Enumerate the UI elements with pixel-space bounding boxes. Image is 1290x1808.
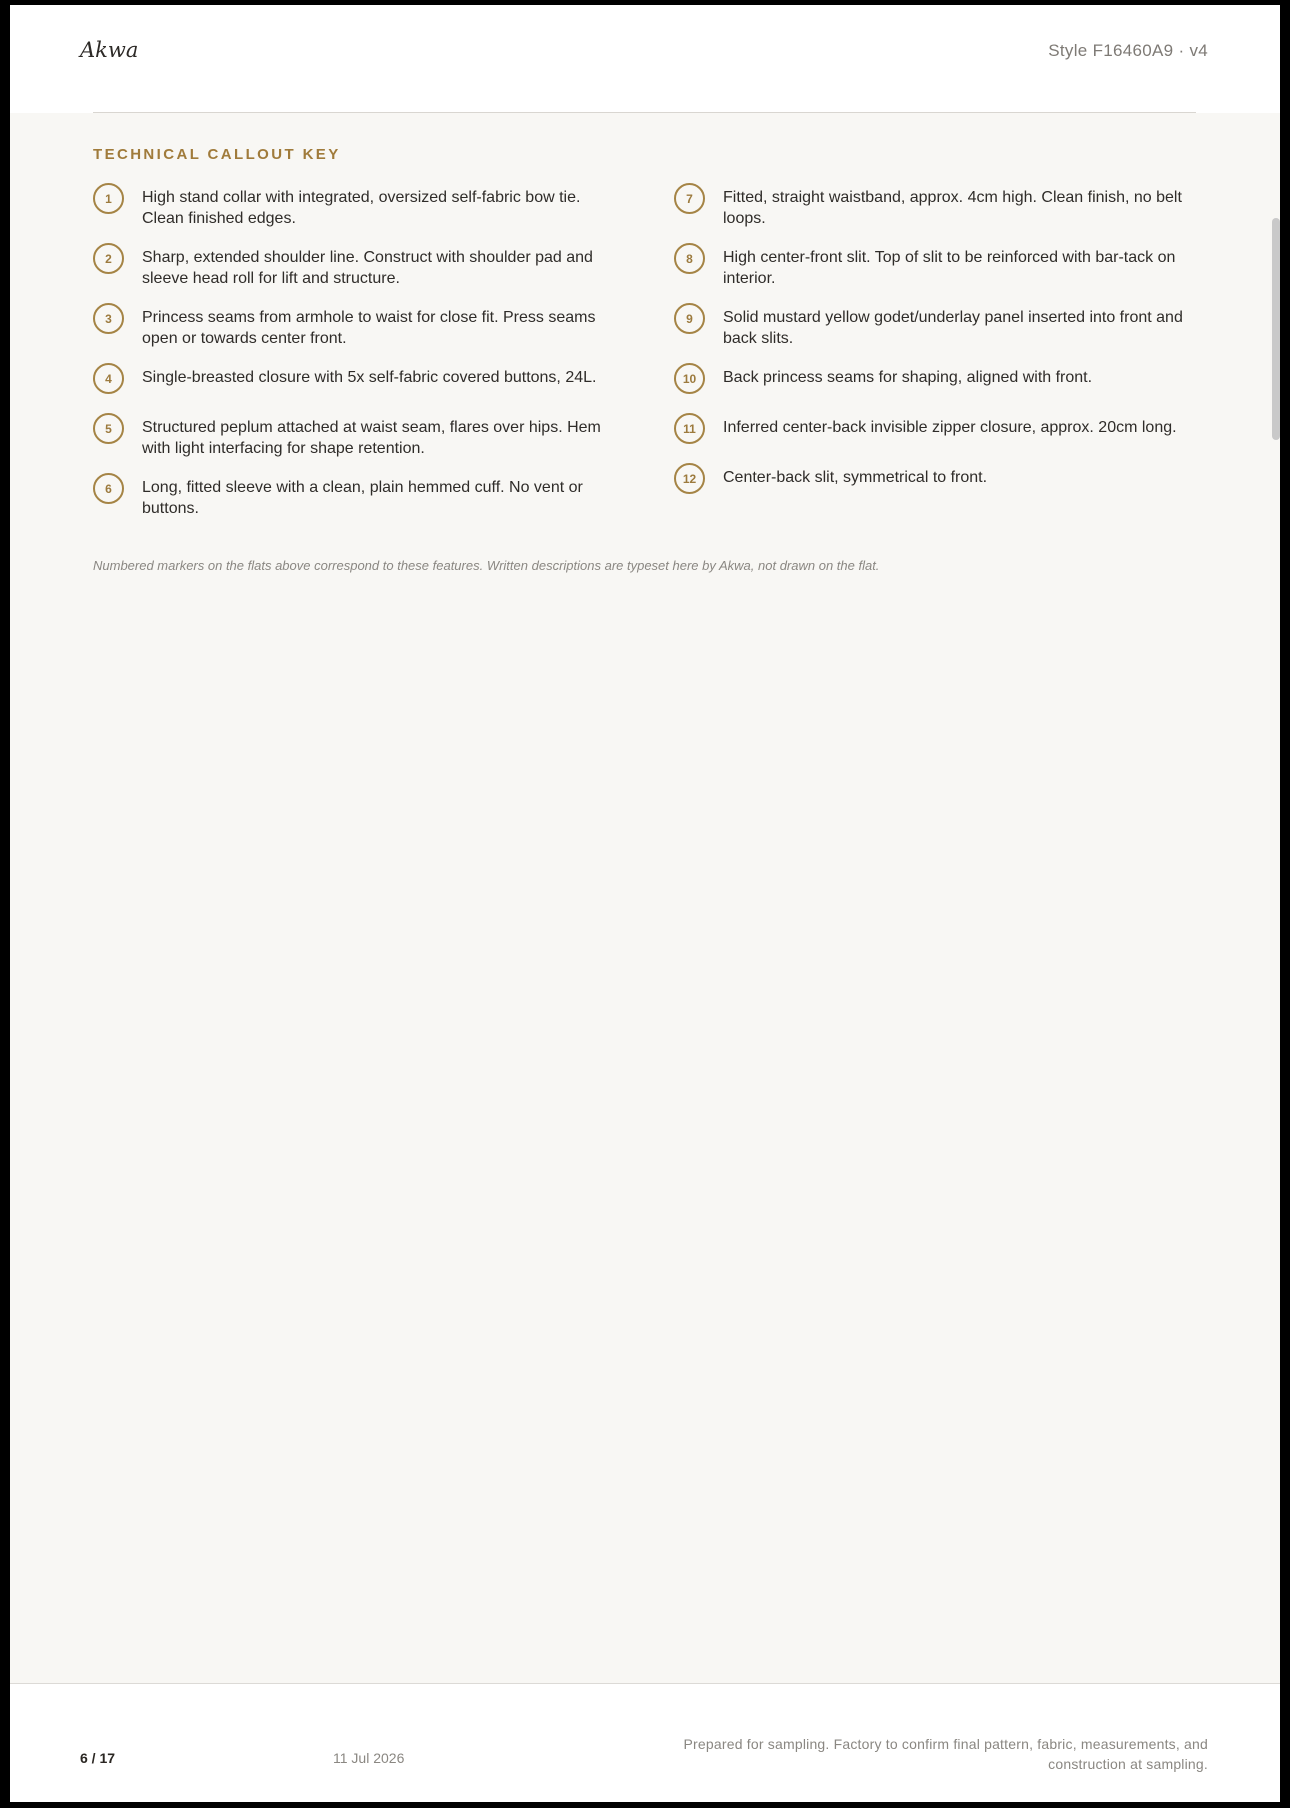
callout-marker: 5 <box>93 413 124 444</box>
callout-description: Long, fitted sleeve with a clean, plain hemmed cuff. No vent or buttons. <box>142 479 583 517</box>
page-number: 6 / 17 <box>80 1750 116 1766</box>
callout-description: Sharp, extended shoulder line. Construct with shoulder pad and sleeve head roll for lift and structure. <box>142 249 593 287</box>
callout-item <box>674 247 1194 289</box>
callout-item <box>93 367 613 399</box>
style-reference: Style F16460A9 · v4 <box>1048 41 1208 60</box>
callout-item <box>93 417 613 459</box>
scrollbar-thumb[interactable] <box>1272 218 1280 440</box>
callout-item <box>674 307 1194 349</box>
callout-marker: 10 <box>674 363 705 394</box>
callout-item <box>674 187 1194 229</box>
callout-marker: 4 <box>93 363 124 394</box>
callout-description: Princess seams from armhole to waist for close fit. Press seams open or towards center front. <box>142 309 596 347</box>
page-footer <box>10 1683 1280 1802</box>
callout-description: Back princess seams for shaping, aligned with front. <box>723 369 1093 386</box>
footer-note: Prepared for sampling. Factory to confirm final pattern, fabric, measurements, and construction at sampling. <box>683 1736 1208 1772</box>
callout-marker: 2 <box>93 243 124 274</box>
callout-description: Center-back slit, symmetrical to front. <box>723 469 988 486</box>
callout-description: High center-front slit. Top of slit to be reinforced with bar-tack on interior. <box>723 249 1176 287</box>
callout-description: Inferred center-back invisible zipper closure, approx. 20cm long. <box>723 419 1177 436</box>
callout-item <box>93 307 613 349</box>
callout-description: High stand collar with integrated, oversized self-fabric bow tie. Clean finished edges. <box>142 189 581 227</box>
callout-marker: 11 <box>674 413 705 444</box>
callout-marker: 6 <box>93 473 124 504</box>
brand-logo: Akwa <box>80 38 139 62</box>
callout-item <box>93 247 613 289</box>
callout-description: Fitted, straight waistband, approx. 4cm high. Clean finish, no belt loops. <box>723 189 1182 227</box>
callout-description: Single-breasted closure with 5x self-fabric covered buttons, 24L. <box>142 369 597 386</box>
footnote: Numbered markers on the flats above correspond to these features. Written descriptions are typeset here by Akwa, not drawn on the flat. <box>93 558 880 573</box>
document-page <box>10 5 1280 1802</box>
callout-item <box>93 477 613 519</box>
callout-marker: 9 <box>674 303 705 334</box>
footer-date: 11 Jul 2026 <box>333 1750 405 1766</box>
footer-divider <box>10 1683 1280 1684</box>
callout-marker: 8 <box>674 243 705 274</box>
callout-marker: 1 <box>93 183 124 214</box>
callout-description: Solid mustard yellow godet/underlay panel inserted into front and back slits. <box>723 309 1183 347</box>
callout-description: Structured peplum attached at waist seam, flares over hips. Hem with light interfacing for shape retention. <box>142 419 601 457</box>
callout-item <box>674 467 1194 499</box>
callout-item <box>674 417 1194 449</box>
callout-marker: 12 <box>674 463 705 494</box>
callout-item <box>93 187 613 229</box>
page-header <box>10 5 1280 113</box>
callout-marker: 7 <box>674 183 705 214</box>
callout-column-right <box>674 187 1194 517</box>
header-divider <box>93 112 1196 113</box>
callout-marker: 3 <box>93 303 124 334</box>
callout-item <box>674 367 1194 399</box>
section-title: TECHNICAL CALLOUT KEY <box>93 146 341 163</box>
callout-column-left <box>93 187 613 537</box>
